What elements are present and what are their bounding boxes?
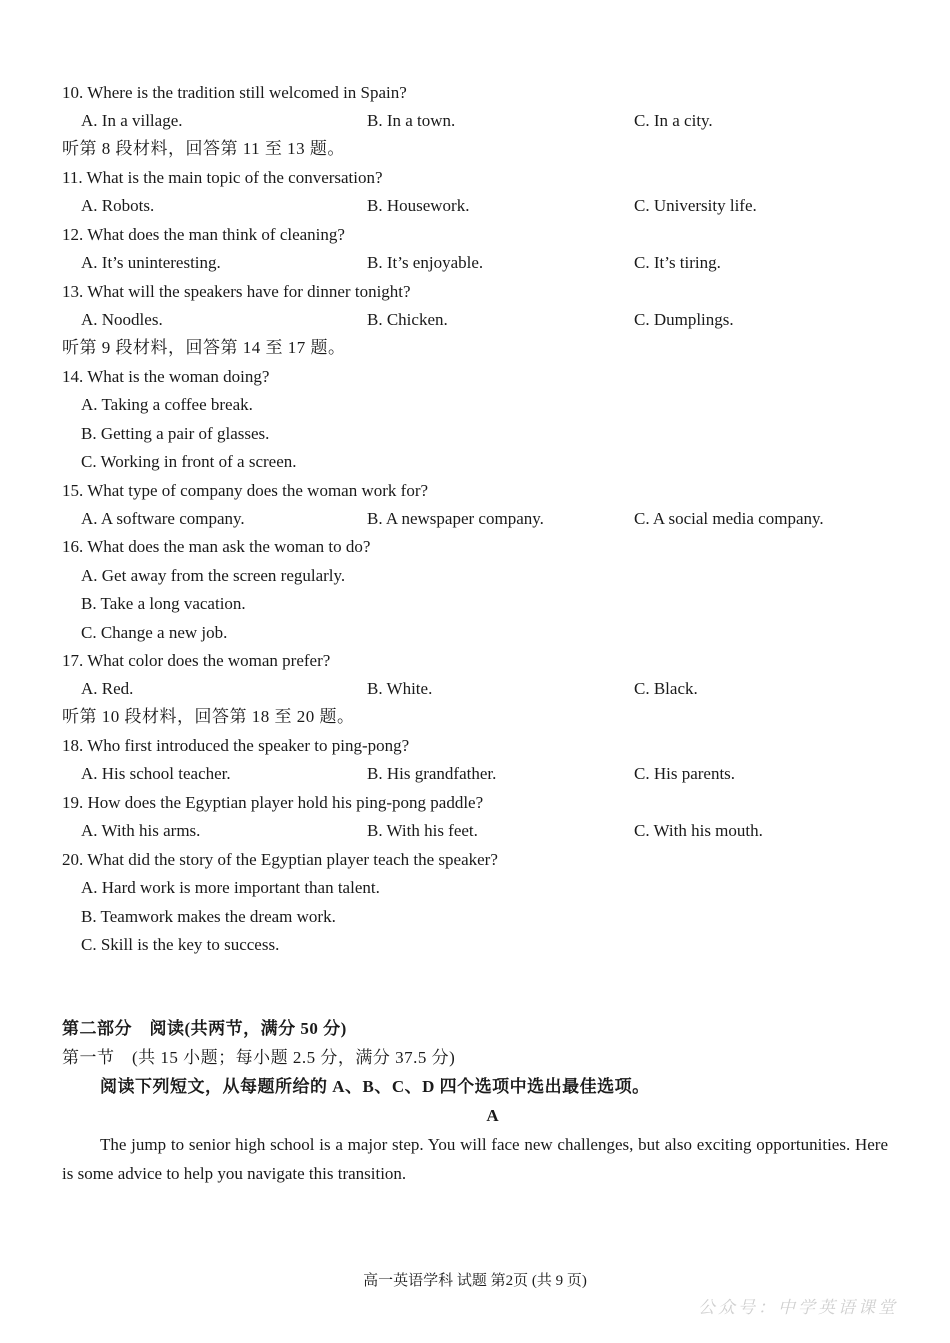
q13-option-c: C. Dumplings. xyxy=(634,310,734,329)
q12-option-c: C. It’s tiring. xyxy=(634,253,721,272)
q16-option-a: A. Get away from the screen regularly. xyxy=(81,566,346,585)
question-12: 12. What does the man think of cleaning? xyxy=(62,225,345,244)
q11-option-b: B. Housework. xyxy=(367,196,470,215)
q16-option-c: C. Change a new job. xyxy=(81,623,228,642)
q13-option-a: A. Noodles. xyxy=(81,310,163,329)
question-10: 10. Where is the tradition still welcomed in Spain? xyxy=(62,83,407,102)
reading-instruction: 阅读下列短文，从每题所给的 A、B、C、D 四个选项中选出最佳选项。 xyxy=(100,1077,650,1096)
q14-option-a: A. Taking a coffee break. xyxy=(81,395,253,414)
part-2-title: 第二部分 阅读(共两节，满分 50 分) xyxy=(62,1019,347,1038)
section-10-header: 听第 10 段材料，回答第 18 至 20 题。 xyxy=(62,707,355,726)
q17-option-c: C. Black. xyxy=(634,679,698,698)
q20-option-b: B. Teamwork makes the dream work. xyxy=(81,907,336,926)
watermark: 公众号：中学英语课堂 xyxy=(698,1298,898,1318)
q18-option-c: C. His parents. xyxy=(634,764,736,783)
question-18: 18. Who first introduced the speaker to ping-pong? xyxy=(62,736,410,755)
page-footer: 高一英语学科 试题 第2页 (共 9 页) xyxy=(363,1273,587,1289)
question-11: 11. What is the main topic of the conversation? xyxy=(62,168,383,187)
q20-option-a: A. Hard work is more important than talent. xyxy=(81,878,380,897)
q11-option-c: C. University life. xyxy=(634,196,757,215)
section-1-title: 第一节 (共 15 小题；每小题 2.5 分，满分 37.5 分) xyxy=(62,1048,456,1067)
passage-label: A xyxy=(486,1106,499,1125)
q10-option-a: A. In a village. xyxy=(81,111,183,130)
q20-option-c: C. Skill is the key to success. xyxy=(81,935,280,954)
question-20: 20. What did the story of the Egyptian player teach the speaker? xyxy=(62,850,498,869)
q15-option-b: B. A newspaper company. xyxy=(367,509,544,528)
q11-option-a: A. Robots. xyxy=(81,196,155,215)
q18-option-a: A. His school teacher. xyxy=(81,764,231,783)
q18-option-b: B. His grandfather. xyxy=(367,764,497,783)
q10-option-b: B. In a town. xyxy=(367,111,456,130)
q17-option-a: A. Red. xyxy=(81,679,134,698)
q14-option-c: C. Working in front of a screen. xyxy=(81,452,297,471)
q15-option-c: C. A social media company. xyxy=(634,509,824,528)
q13-option-b: B. Chicken. xyxy=(367,310,448,329)
q10-option-c: C. In a city. xyxy=(634,111,713,130)
section-8-header: 听第 8 段材料，回答第 11 至 13 题。 xyxy=(62,139,345,158)
question-13: 13. What will the speakers have for dinner tonight? xyxy=(62,282,411,301)
question-14: 14. What is the woman doing? xyxy=(62,367,270,386)
q19-option-a: A. With his arms. xyxy=(81,821,201,840)
q17-option-b: B. White. xyxy=(367,679,433,698)
q12-option-a: A. It’s uninteresting. xyxy=(81,253,221,272)
question-16: 16. What does the man ask the woman to do? xyxy=(62,537,371,556)
q16-option-b: B. Take a long vacation. xyxy=(81,594,246,613)
passage-a-text: The jump to senior high school is a major step. You will face new challenges, but also exciting opportunities. Here is some advice to help you navigate this transition. xyxy=(62,1135,888,1183)
q19-option-b: B. With his feet. xyxy=(367,821,478,840)
question-15: 15. What type of company does the woman work for? xyxy=(62,481,429,500)
question-17: 17. What color does the woman prefer? xyxy=(62,651,331,670)
question-19: 19. How does the Egyptian player hold his ping-pong paddle? xyxy=(62,793,484,812)
q19-option-c: C. With his mouth. xyxy=(634,821,763,840)
q14-option-b: B. Getting a pair of glasses. xyxy=(81,424,270,443)
section-9-header: 听第 9 段材料，回答第 14 至 17 题。 xyxy=(62,338,346,357)
q15-option-a: A. A software company. xyxy=(81,509,245,528)
q12-option-b: B. It’s enjoyable. xyxy=(367,253,484,272)
